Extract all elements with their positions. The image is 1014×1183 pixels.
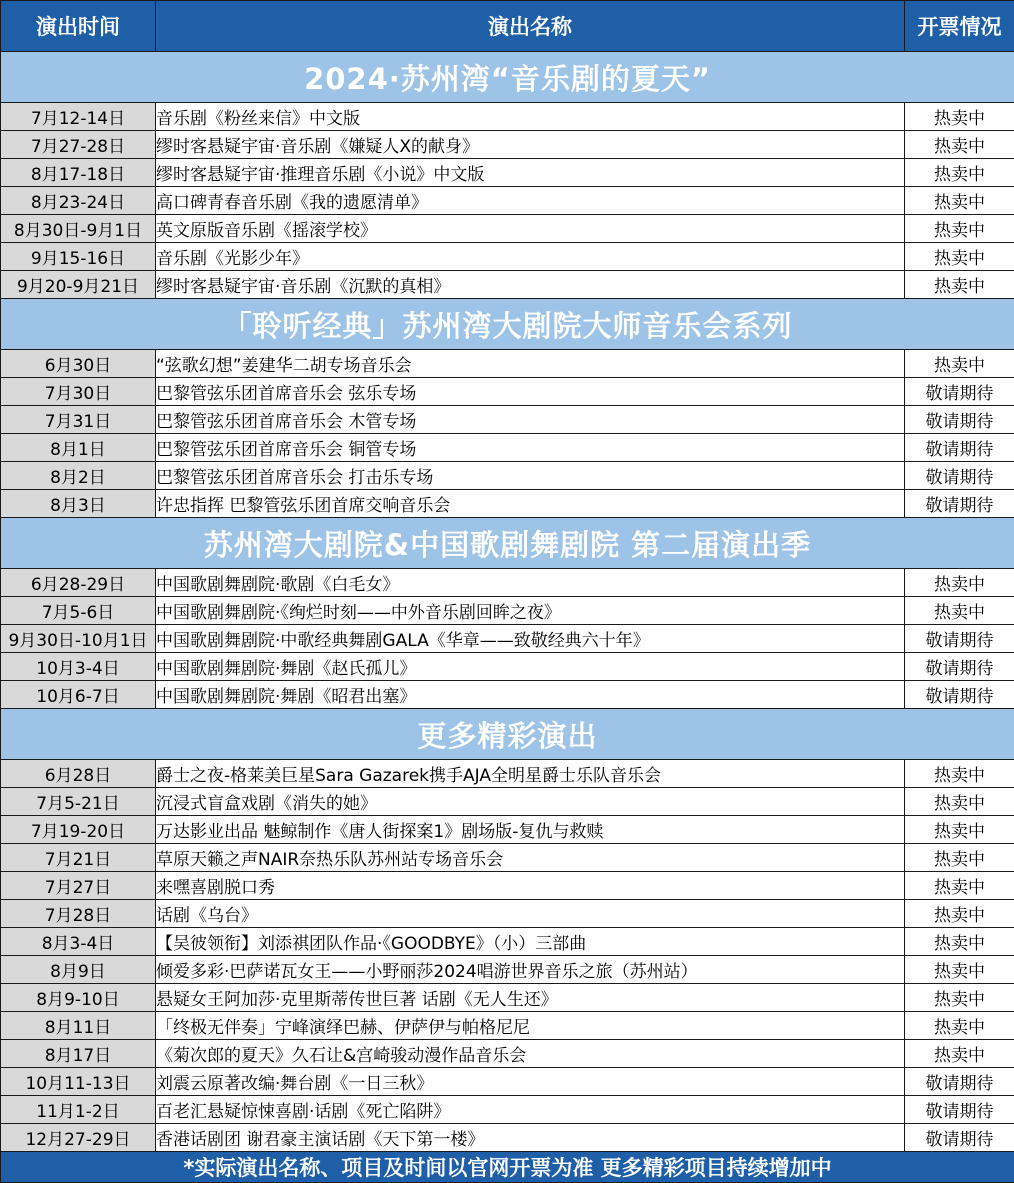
ticket-status: 敬请期待 (905, 653, 1014, 681)
performance-date: 7月19-20日 (1, 816, 156, 844)
table-row (1, 462, 1014, 490)
ticket-status: 热卖中 (905, 597, 1014, 625)
table-row (1, 103, 1014, 131)
ticket-status: 热卖中 (905, 271, 1014, 299)
ticket-status: 热卖中 (905, 103, 1014, 131)
performance-name: 音乐剧《光影少年》 (156, 243, 905, 271)
table-row (1, 243, 1014, 271)
ticket-status: 热卖中 (905, 844, 1014, 872)
table-row (1, 569, 1014, 597)
table-row (1, 215, 1014, 243)
table-row (1, 1068, 1014, 1096)
performance-name: 《菊次郎的夏天》久石让&宫崎骏动漫作品音乐会 (156, 1040, 905, 1068)
ticket-status: 热卖中 (905, 956, 1014, 984)
performance-date: 8月17-18日 (1, 159, 156, 187)
performance-name: 香港话剧团 谢君豪主演话剧《天下第一楼》 (156, 1124, 905, 1152)
performance-date: 11月1-2日 (1, 1096, 156, 1124)
table-row (1, 1124, 1014, 1152)
table-row (1, 788, 1014, 816)
section-header (1, 52, 1014, 103)
performance-name: 中国歌剧舞剧院·中歌经典舞剧GALA《华章——致敬经典六十年》 (156, 625, 905, 653)
table-row (1, 900, 1014, 928)
table-row (1, 1040, 1014, 1068)
performance-name: 倾爱多彩·巴萨诺瓦女王——小野丽莎2024唱游世界音乐之旅（苏州站） (156, 956, 905, 984)
performance-date: 9月30日-10月1日 (1, 625, 156, 653)
performance-name: 巴黎管弦乐团首席音乐会 木管专场 (156, 406, 905, 434)
table-row (1, 872, 1014, 900)
performance-date: 7月27日 (1, 872, 156, 900)
ticket-status: 热卖中 (905, 1012, 1014, 1040)
performance-name: 英文原版音乐剧《摇滚学校》 (156, 215, 905, 243)
ticket-status: 热卖中 (905, 159, 1014, 187)
performance-date: 8月3日 (1, 490, 156, 518)
performance-name: 音乐剧《粉丝来信》中文版 (156, 103, 905, 131)
performance-name: 来嘿喜剧脱口秀 (156, 872, 905, 900)
performance-date: 10月11-13日 (1, 1068, 156, 1096)
performance-name: 刘震云原著改编·舞台剧《一日三秋》 (156, 1068, 905, 1096)
performance-date: 9月15-16日 (1, 243, 156, 271)
section-header (1, 299, 1014, 350)
performance-name: 缪时客悬疑宇宙·音乐剧《嫌疑人X的献身》 (156, 131, 905, 159)
performance-name: 【吴彼领衔】刘添祺团队作品·《GOODBYE》（小）三部曲 (156, 928, 905, 956)
table-row (1, 681, 1014, 709)
table-row (1, 928, 1014, 956)
ticket-status: 敬请期待 (905, 1068, 1014, 1096)
table-row (1, 984, 1014, 1012)
performance-name: 中国歌剧舞剧院·舞剧《赵氏孤儿》 (156, 653, 905, 681)
performance-date: 8月2日 (1, 462, 156, 490)
ticket-status: 热卖中 (905, 984, 1014, 1012)
performance-name: 沉浸式盲盒戏剧《消失的她》 (156, 788, 905, 816)
section-title: 「聆听经典」苏州湾大剧院大师音乐会系列 (1, 299, 1014, 350)
performance-date: 6月28日 (1, 760, 156, 788)
section-header (1, 518, 1014, 569)
ticket-status: 热卖中 (905, 569, 1014, 597)
ticket-status: 热卖中 (905, 900, 1014, 928)
table-row (1, 434, 1014, 462)
table-row (1, 131, 1014, 159)
table-row (1, 1096, 1014, 1124)
performance-date: 8月9日 (1, 956, 156, 984)
schedule-table-body (1, 1, 1014, 1152)
performance-date: 7月5-6日 (1, 597, 156, 625)
section-title: 更多精彩演出 (1, 709, 1014, 760)
section-title: 苏州湾大剧院&中国歌剧舞剧院 第二届演出季 (1, 518, 1014, 569)
performance-date: 8月11日 (1, 1012, 156, 1040)
performance-name: 爵士之夜-格莱美巨星Sara Gazarek携手AJA全明星爵士乐队音乐会 (156, 760, 905, 788)
ticket-status: 敬请期待 (905, 681, 1014, 709)
performance-date: 8月9-10日 (1, 984, 156, 1012)
performance-name: 中国歌剧舞剧院·舞剧《昭君出塞》 (156, 681, 905, 709)
ticket-status: 热卖中 (905, 872, 1014, 900)
table-row (1, 378, 1014, 406)
performance-date: 10月3-4日 (1, 653, 156, 681)
ticket-status: 热卖中 (905, 788, 1014, 816)
table-row (1, 406, 1014, 434)
table-row (1, 844, 1014, 872)
performance-name: 草原天籁之声NAIR奈热乐队苏州站专场音乐会 (156, 844, 905, 872)
performance-name: 巴黎管弦乐团首席音乐会 弦乐专场 (156, 378, 905, 406)
performance-name: 缪时客悬疑宇宙·推理音乐剧《小说》中文版 (156, 159, 905, 187)
ticket-status: 热卖中 (905, 350, 1014, 378)
ticket-status: 敬请期待 (905, 490, 1014, 518)
ticket-status: 热卖中 (905, 187, 1014, 215)
performance-name: 百老汇悬疑惊悚喜剧·话剧《死亡陷阱》 (156, 1096, 905, 1124)
table-row (1, 187, 1014, 215)
performance-name: 中国歌剧舞剧院·歌剧《白毛女》 (156, 569, 905, 597)
performance-date: 6月30日 (1, 350, 156, 378)
performance-date: 7月5-21日 (1, 788, 156, 816)
performance-name: 话剧《乌台》 (156, 900, 905, 928)
ticket-status: 热卖中 (905, 760, 1014, 788)
header-name: 演出名称 (156, 1, 905, 52)
performance-name: 巴黎管弦乐团首席音乐会 铜管专场 (156, 434, 905, 462)
performance-date: 7月27-28日 (1, 131, 156, 159)
performance-date: 7月12-14日 (1, 103, 156, 131)
performance-name: 巴黎管弦乐团首席音乐会 打击乐专场 (156, 462, 905, 490)
table-row (1, 760, 1014, 788)
table-row (1, 956, 1014, 984)
header-row (1, 1, 1014, 52)
performance-date: 7月31日 (1, 406, 156, 434)
performance-date: 8月3-4日 (1, 928, 156, 956)
footer-row (1, 1152, 1014, 1183)
table-row (1, 625, 1014, 653)
ticket-status: 敬请期待 (905, 625, 1014, 653)
performance-date: 7月21日 (1, 844, 156, 872)
ticket-status: 敬请期待 (905, 378, 1014, 406)
ticket-status: 热卖中 (905, 816, 1014, 844)
ticket-status: 热卖中 (905, 243, 1014, 271)
table-row (1, 159, 1014, 187)
footer-note: *实际演出名称、项目及时间以官网开票为准 更多精彩项目持续增加中 (1, 1152, 1014, 1183)
table-row (1, 653, 1014, 681)
table-row (1, 1012, 1014, 1040)
table-row (1, 350, 1014, 378)
performance-name: 缪时客悬疑宇宙·音乐剧《沉默的真相》 (156, 271, 905, 299)
performance-name: “弦歌幻想”姜建华二胡专场音乐会 (156, 350, 905, 378)
ticket-status: 敬请期待 (905, 462, 1014, 490)
performance-name: 「终极无伴奏」宁峰演绎巴赫、伊萨伊与帕格尼尼 (156, 1012, 905, 1040)
table-row (1, 490, 1014, 518)
performance-date: 12月27-29日 (1, 1124, 156, 1152)
performance-name: 悬疑女王阿加莎·克里斯蒂传世巨著 话剧《无人生还》 (156, 984, 905, 1012)
header-status: 开票情况 (905, 1, 1014, 52)
ticket-status: 敬请期待 (905, 434, 1014, 462)
table-row (1, 816, 1014, 844)
section-title: 2024·苏州湾“音乐剧的夏天” (1, 52, 1014, 103)
performance-name: 中国歌剧舞剧院·《绚烂时刻——中外音乐剧回眸之夜》 (156, 597, 905, 625)
ticket-status: 热卖中 (905, 131, 1014, 159)
performance-date: 8月1日 (1, 434, 156, 462)
performance-date: 7月30日 (1, 378, 156, 406)
performance-date: 8月30日-9月1日 (1, 215, 156, 243)
ticket-status: 热卖中 (905, 928, 1014, 956)
ticket-status: 敬请期待 (905, 406, 1014, 434)
performance-date: 6月28-29日 (1, 569, 156, 597)
section-header (1, 709, 1014, 760)
performance-name: 许忠指挥 巴黎管弦乐团首席交响音乐会 (156, 490, 905, 518)
performance-date: 8月17日 (1, 1040, 156, 1068)
ticket-status: 热卖中 (905, 215, 1014, 243)
performance-date: 9月20-9月21日 (1, 271, 156, 299)
header-date: 演出时间 (1, 1, 156, 52)
ticket-status: 敬请期待 (905, 1096, 1014, 1124)
performance-name: 万达影业出品 魅鲸制作《唐人街探案1》剧场版-复仇与救赎 (156, 816, 905, 844)
performance-date: 8月23-24日 (1, 187, 156, 215)
performance-name: 高口碑青春音乐剧《我的遗愿清单》 (156, 187, 905, 215)
performance-date: 7月28日 (1, 900, 156, 928)
ticket-status: 热卖中 (905, 1040, 1014, 1068)
ticket-status: 敬请期待 (905, 1124, 1014, 1152)
table-row (1, 597, 1014, 625)
performance-date: 10月6-7日 (1, 681, 156, 709)
table-row (1, 271, 1014, 299)
